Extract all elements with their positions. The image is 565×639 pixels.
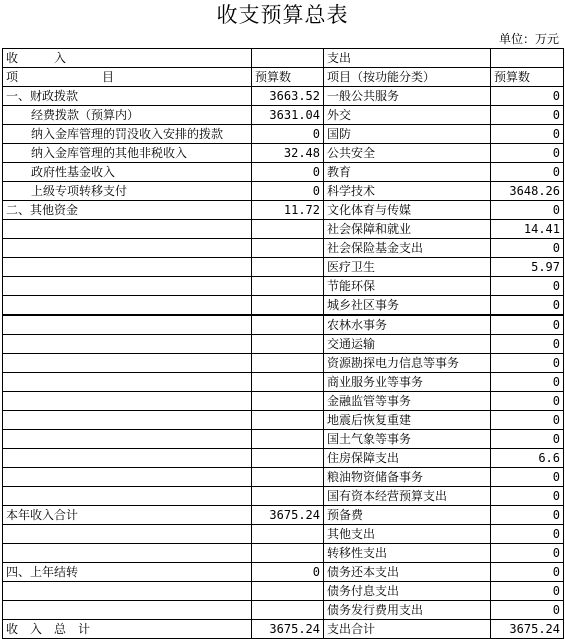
expense-value: 0 <box>491 163 564 182</box>
income-value: 11.72 <box>252 201 324 220</box>
expense-item: 商业服务业等事务 <box>324 373 491 392</box>
income-value <box>252 239 324 258</box>
expense-value: 0 <box>491 87 564 106</box>
income-item <box>3 277 252 296</box>
expense-value: 0 <box>491 506 564 525</box>
income-item <box>3 315 252 335</box>
table-row <box>3 582 564 601</box>
income-item <box>3 601 252 620</box>
expense-value: 0 <box>491 277 564 296</box>
expense-item: 资源勘探电力信息等事务 <box>324 354 491 373</box>
expense-value: 0 <box>491 525 564 544</box>
table-row <box>3 468 564 487</box>
income-item <box>3 487 252 506</box>
expense-value: 0 <box>491 239 564 258</box>
table-row <box>3 449 564 468</box>
income-item <box>3 392 252 411</box>
income-item <box>3 258 252 277</box>
expense-item: 社会保障和就业 <box>324 220 491 239</box>
expense-item: 住房保障支出 <box>324 449 491 468</box>
table-row <box>3 487 564 506</box>
expense-item: 城乡社区事务 <box>324 296 491 316</box>
income-item <box>3 582 252 601</box>
income-value <box>252 582 324 601</box>
table-row <box>3 506 564 525</box>
expense-value: 0 <box>491 125 564 144</box>
income-value: 3631.04 <box>252 106 324 125</box>
header-row-2 <box>3 68 564 87</box>
table-row <box>3 411 564 430</box>
income-item: 一、财政拨款 <box>3 87 252 106</box>
expense-item: 国防 <box>324 125 491 144</box>
income-item: 二、其他资金 <box>3 201 252 220</box>
header-row-1 <box>3 49 564 68</box>
expense-value: 0 <box>491 335 564 354</box>
table-row <box>3 258 564 277</box>
expense-item: 一般公共服务 <box>324 87 491 106</box>
table-row <box>3 544 564 563</box>
income-value <box>252 544 324 563</box>
expense-total-value: 3675.24 <box>491 620 564 639</box>
table-row <box>3 315 564 335</box>
table-row <box>3 220 564 239</box>
income-value <box>252 392 324 411</box>
income-value <box>252 430 324 449</box>
income-value <box>252 601 324 620</box>
income-value <box>252 525 324 544</box>
expense-value: 0 <box>491 315 564 335</box>
table-row <box>3 277 564 296</box>
expense-item: 债务付息支出 <box>324 582 491 601</box>
page-title: 收支预算总表 <box>216 3 349 27</box>
expense-value: 0 <box>491 354 564 373</box>
expense-total-label: 支出合计 <box>324 620 491 639</box>
table-row <box>3 201 564 220</box>
expense-value: 0 <box>491 544 564 563</box>
expense-item: 农林水事务 <box>324 315 491 335</box>
expense-item: 公共安全 <box>324 144 491 163</box>
income-item <box>3 525 252 544</box>
expense-item: 国有资本经营预算支出 <box>324 487 491 506</box>
expense-value: 14.41 <box>491 220 564 239</box>
income-item <box>3 296 252 316</box>
expense-value: 0 <box>491 563 564 582</box>
income-value <box>252 315 324 335</box>
expense-item: 交通运输 <box>324 335 491 354</box>
income-item <box>3 239 252 258</box>
income-value <box>252 220 324 239</box>
income-header-blank <box>252 49 324 68</box>
unit-label: 单位：万元 <box>498 32 559 46</box>
income-item: 纳入金库管理的罚没收入安排的拨款 <box>3 125 252 144</box>
expense-item: 地震后恢复重建 <box>324 411 491 430</box>
expense-header-blank <box>491 49 564 68</box>
expense-item: 社会保险基金支出 <box>324 239 491 258</box>
income-value: 0 <box>252 125 324 144</box>
table-row <box>3 525 564 544</box>
income-item <box>3 354 252 373</box>
expense-value: 0 <box>491 601 564 620</box>
income-value <box>252 258 324 277</box>
expense-item: 债务发行费用支出 <box>324 601 491 620</box>
expense-item: 教育 <box>324 163 491 182</box>
expense-value: 0 <box>491 201 564 220</box>
table-row <box>3 335 564 354</box>
income-value <box>252 449 324 468</box>
expense-value: 0 <box>491 430 564 449</box>
income-value <box>252 296 324 316</box>
income-item <box>3 220 252 239</box>
budget-header: 预算数 <box>252 68 324 87</box>
table-row <box>3 87 564 106</box>
expense-value: 0 <box>491 296 564 316</box>
income-item <box>3 544 252 563</box>
income-value <box>252 487 324 506</box>
expense-item: 外交 <box>324 106 491 125</box>
table-row <box>3 125 564 144</box>
income-item: 政府性基金收入 <box>3 163 252 182</box>
income-item <box>3 373 252 392</box>
expense-item: 国土气象等事务 <box>324 430 491 449</box>
income-item <box>3 468 252 487</box>
expense-value: 0 <box>491 106 564 125</box>
expense-item: 节能环保 <box>324 277 491 296</box>
income-item: 上级专项转移支付 <box>3 182 252 201</box>
table-row <box>3 296 564 316</box>
income-value: 0 <box>252 563 324 582</box>
expense-item: 预备费 <box>324 506 491 525</box>
income-value <box>252 277 324 296</box>
expense-value: 0 <box>491 373 564 392</box>
income-value: 3663.52 <box>252 87 324 106</box>
income-value: 3675.24 <box>252 506 324 525</box>
income-total-value: 3675.24 <box>252 620 324 639</box>
expense-value: 0 <box>491 468 564 487</box>
expense-value: 0 <box>491 487 564 506</box>
expense-value: 0 <box>491 392 564 411</box>
expense-value: 0 <box>491 411 564 430</box>
budget-table <box>2 48 564 639</box>
table-row <box>3 430 564 449</box>
func-item-header: 项目（按功能分类） <box>324 68 491 87</box>
income-value <box>252 373 324 392</box>
expense-value: 3648.26 <box>491 182 564 201</box>
table-row <box>3 163 564 182</box>
table-row <box>3 106 564 125</box>
income-item: 四、上年结转 <box>3 563 252 582</box>
expense-item: 科学技术 <box>324 182 491 201</box>
item-header: 项 目 <box>3 68 252 87</box>
income-header: 收 入 <box>3 49 252 68</box>
expense-value: 6.6 <box>491 449 564 468</box>
table-row <box>3 239 564 258</box>
table-row <box>3 354 564 373</box>
expense-item: 金融监管等事务 <box>324 392 491 411</box>
income-value: 0 <box>252 163 324 182</box>
unit-row <box>0 30 565 48</box>
income-item: 本年收入合计 <box>3 506 252 525</box>
income-item <box>3 411 252 430</box>
table-row <box>3 182 564 201</box>
income-value: 0 <box>252 182 324 201</box>
table-row <box>3 373 564 392</box>
income-value <box>252 468 324 487</box>
income-value <box>252 335 324 354</box>
income-value: 32.48 <box>252 144 324 163</box>
expense-item: 转移性支出 <box>324 544 491 563</box>
table-row <box>3 144 564 163</box>
expense-item: 债务还本支出 <box>324 563 491 582</box>
income-total-label: 收 入 总 计 <box>3 620 252 639</box>
income-value <box>252 411 324 430</box>
expense-value: 0 <box>491 144 564 163</box>
income-item: 纳入金库管理的其他非税收入 <box>3 144 252 163</box>
func-budget-header: 预算数 <box>491 68 564 87</box>
table-row <box>3 601 564 620</box>
income-item <box>3 449 252 468</box>
expense-value: 0 <box>491 582 564 601</box>
income-item <box>3 430 252 449</box>
expense-value: 5.97 <box>491 258 564 277</box>
table-row <box>3 392 564 411</box>
expense-header: 支出 <box>324 49 491 68</box>
income-value <box>252 354 324 373</box>
expense-item: 医疗卫生 <box>324 258 491 277</box>
income-item <box>3 335 252 354</box>
table-row <box>3 563 564 582</box>
expense-item: 文化体育与传媒 <box>324 201 491 220</box>
income-item: 经费拨款（预算内） <box>3 106 252 125</box>
expense-item: 其他支出 <box>324 525 491 544</box>
expense-item: 粮油物资储备事务 <box>324 468 491 487</box>
